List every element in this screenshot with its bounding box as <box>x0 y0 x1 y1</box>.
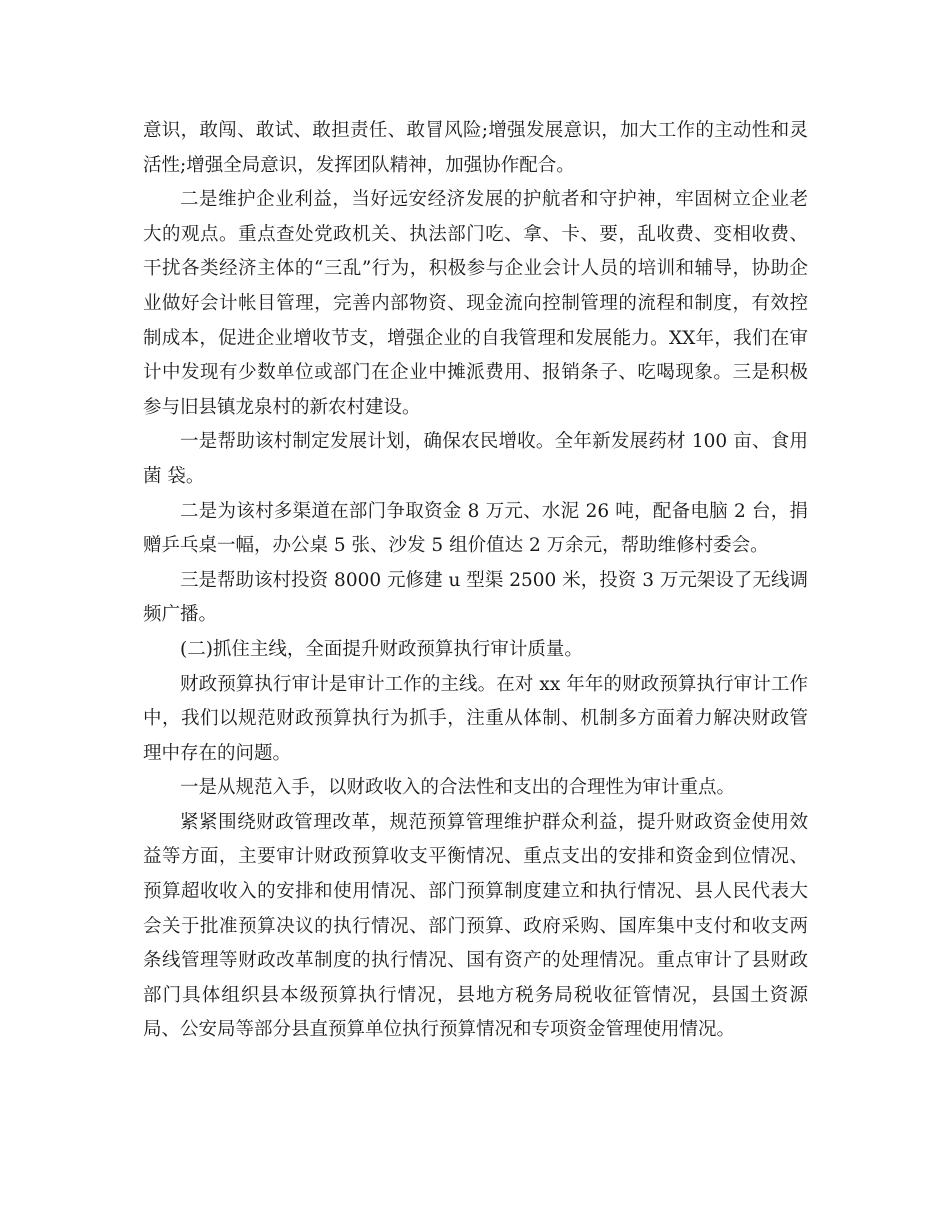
document-body <box>143 114 808 1048</box>
paragraph: 二是为该村多渠道在部门争取资金 8 万元、水泥 26 吨，配备电脑 2 台，捐赠乒乓桌一幅，办公桌 5 张、沙发 5 组价值达 2 万余元，帮助维修村委会。 <box>143 500 808 557</box>
paragraph: 意识，敢闯、敢试、敢担责任、敢冒风险;增强发展意识，加大工作的主动性和灵活性;增强全局意识，发挥团队精神，加强协作配合。 <box>143 120 808 176</box>
paragraph: 财政预算执行审计是审计工作的主线。在对 xx 年年的财政预算执行审计工作中，我们以规范财政预算执行为抓手，注重从体制、机制多方面着力解决财政管理中存在的问题。 <box>143 673 808 764</box>
paragraph: 紧紧围绕财政管理改革，规范预算管理维护群众利益，提升财政资金使用效益等方面，主要审计财政预算收支平衡情况、重点支出的安排和资金到位情况、预算超收收入的安排和使用情况、部门预算制度建立和执行情况、县人民代表大会关于批准预算决议的执行情况、部门预算、政府采购、国库集中支付和收支两条线管理等财政改革制度的执行情况、国有资产的处理情况。重点审计了县财政部门具体组织县本级预算执行情况，县地方税务局税收征管情况，县国土资源局、公安局等部分县直预算单位执行预算情况和专项资金管理使用情况。 <box>143 811 808 1041</box>
section-heading: (二)抓住主线，全面提升财政预算执行审计质量。 <box>180 638 583 660</box>
paragraph: 一是帮助该村制定发展计划，确保农民增收。全年新发展药材 100 亩、食用菌 袋。 <box>143 431 808 487</box>
paragraph: 一是从规范入手，以财政收入的合法性和支出的合理性为审计重点。 <box>180 777 736 799</box>
paragraph: 三是帮助该村投资 8000 元修建 u 型渠 2500 米，投资 3 万元架设了无线调频广播。 <box>143 569 808 626</box>
paragraph: 二是维护企业利益，当好远安经济发展的护航者和守护神，牢固树立企业老大的观点。重点查处党政机关、执法部门吃、拿、卡、要，乱收费、变相收费、干扰各类经济主体的“三乱”行为，积极参与企业会计人员的培训和辅导，协助企业做好会计帐目管理，完善内部物资、现金流向控制管理的流程和制度，有效控制成本，促进企业增收节支，增强企业的自我管理和发展能力。XX年，我们在审计中发现有少数单位或部门在企业中摊派费用、报销条子、吃喝现象。三是积极参与旧县镇龙泉村的新农村建设。 <box>143 189 808 418</box>
